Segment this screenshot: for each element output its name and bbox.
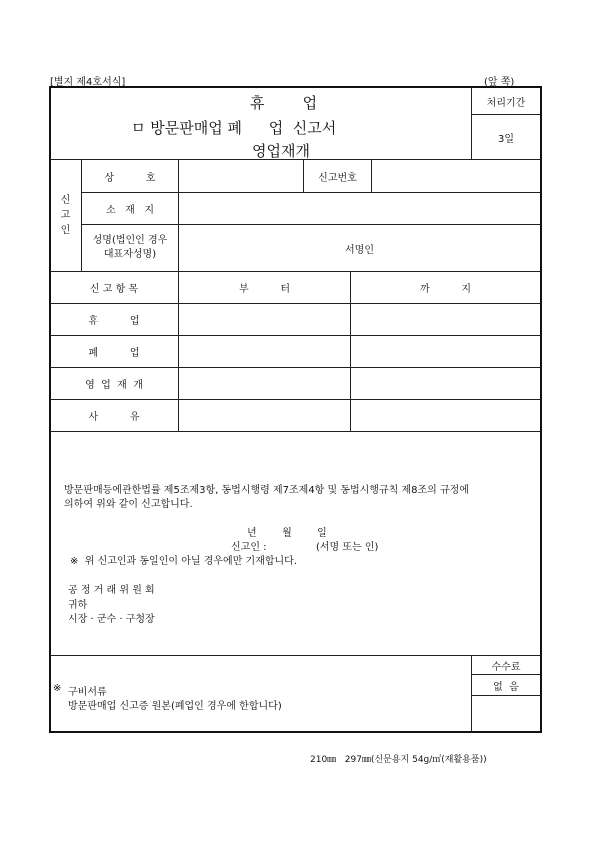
sign-note: (서명 또는 인) bbox=[316, 542, 379, 553]
attachments-item: 방문판매업 신고증 원본(폐업인 경우에 한합니다) bbox=[68, 701, 282, 712]
resume-from-field[interactable] bbox=[180, 369, 348, 398]
page-side-label: (앞 쪽) bbox=[484, 77, 515, 88]
item-line-5 bbox=[50, 431, 541, 432]
report-number-label: 신고번호 bbox=[318, 172, 357, 184]
suspend-to-field[interactable] bbox=[352, 305, 539, 334]
declaration-text-2: 의하여 위와 같이 신고합니다. bbox=[64, 499, 193, 510]
reporter-line: 신고인 : bbox=[231, 542, 267, 553]
location-field[interactable] bbox=[180, 194, 539, 223]
addressee-honorific: 귀하 bbox=[68, 600, 88, 611]
title-tail: 업 신고서 bbox=[268, 119, 337, 137]
title-line-2 bbox=[131, 117, 336, 138]
fee-label: 수수료 bbox=[491, 661, 521, 673]
identity-note: ※ 위 신고인과 동일인이 아닐 경우에만 기재합니다. bbox=[70, 556, 298, 567]
close-to-field[interactable] bbox=[352, 337, 539, 366]
declaration-text-1: 방문판매등에관한법률 제5조제3항, 동법시행령 제7조제4항 및 동법시행규칙 제8조의 규정에 bbox=[64, 485, 470, 496]
reason-from-field[interactable] bbox=[180, 401, 348, 430]
checkbox-icon[interactable]: ㅁ bbox=[131, 119, 146, 137]
fee-value: 없 음 bbox=[493, 681, 519, 693]
addressee-local-heads: 시장 · 군수 · 구청장 bbox=[68, 614, 155, 625]
title-line-3: 영업재개 bbox=[252, 142, 310, 160]
form-number: [별지 제4호서식] bbox=[50, 77, 126, 88]
location-label: 소 재 지 bbox=[105, 205, 155, 216]
report-no-divider bbox=[371, 159, 372, 192]
trade-name-field[interactable] bbox=[180, 161, 302, 191]
frame-bottom bbox=[49, 731, 542, 733]
resume-to-field[interactable] bbox=[352, 369, 539, 398]
item-suspend-label: 휴 업 bbox=[88, 316, 140, 327]
processing-label: 처리기간 bbox=[486, 97, 526, 109]
item-resume-label: 영 업 재 개 bbox=[85, 380, 143, 391]
signature-field[interactable]: 서명인 bbox=[345, 244, 374, 256]
reason-to-field[interactable] bbox=[352, 401, 539, 430]
from-header: 부 터 bbox=[238, 284, 291, 295]
frame-right bbox=[540, 86, 542, 732]
title-main: 방문판매업 폐 bbox=[150, 119, 242, 137]
addressee-commission: 공 정 거 래 위 원 회 bbox=[68, 585, 155, 596]
attachments-top-line bbox=[50, 655, 541, 656]
processing-value: 3일 bbox=[497, 133, 515, 145]
report-number-field[interactable] bbox=[373, 161, 539, 191]
attachments-title: 구비서류 bbox=[68, 687, 107, 698]
frame-top bbox=[49, 86, 542, 88]
declaration-date: 년 월 일 bbox=[247, 528, 327, 539]
close-from-field[interactable] bbox=[180, 337, 348, 366]
title-line-1: 휴 업 bbox=[250, 94, 318, 112]
items-header: 신 고 항 목 bbox=[89, 284, 139, 295]
attachments-mark: ※ bbox=[53, 683, 62, 694]
suspend-from-field[interactable] bbox=[180, 305, 348, 334]
fee-line-2 bbox=[471, 695, 541, 696]
reporter-section-label: 신 고 인 bbox=[60, 194, 71, 236]
trade-name-label: 상 호 bbox=[104, 172, 156, 184]
item-reason-label: 사 유 bbox=[88, 412, 140, 423]
name-label: 성명(법인인 경우 대표자성명) bbox=[92, 235, 168, 260]
paper-spec: 210㎜ 297㎜(신문용지 54g/㎡(재활용품)) bbox=[310, 755, 487, 765]
item-close-label: 폐 업 bbox=[88, 348, 140, 359]
to-header: 까 지 bbox=[419, 284, 472, 295]
